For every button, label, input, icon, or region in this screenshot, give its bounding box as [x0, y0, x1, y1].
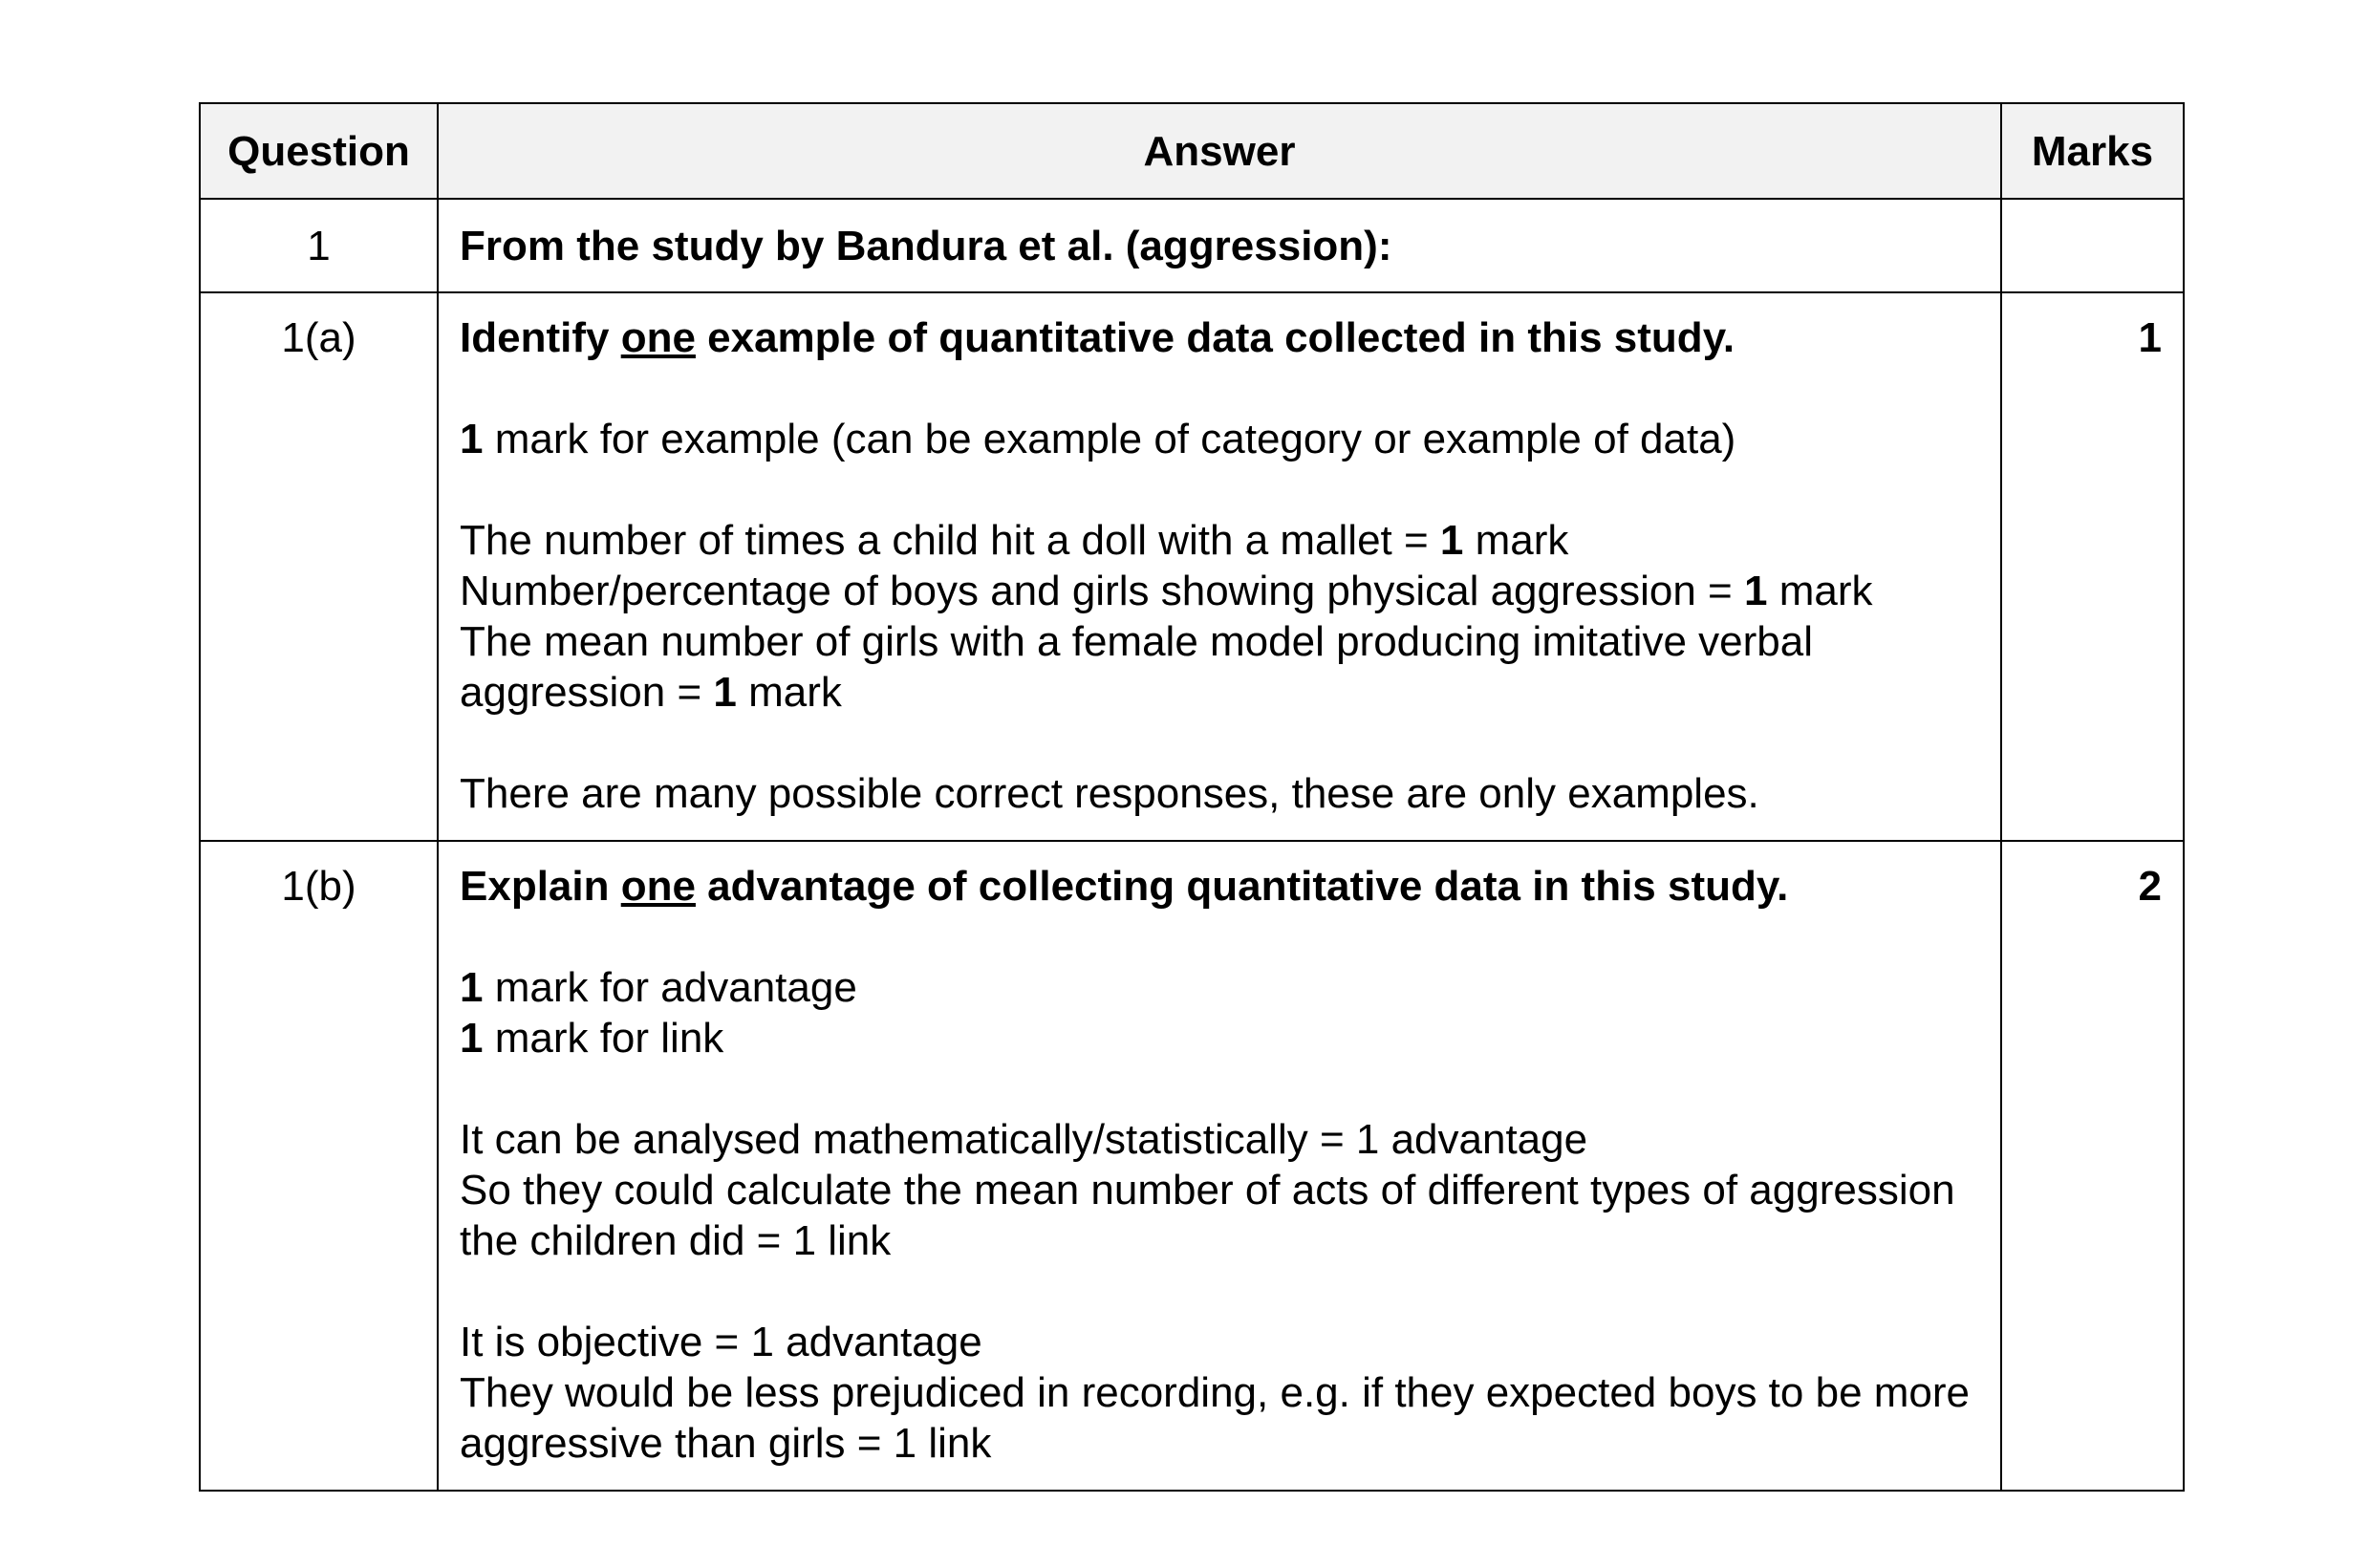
mark-count: 1	[1439, 517, 1464, 564]
rule-text: mark for advantage	[483, 964, 857, 1011]
mark-count: 1	[713, 669, 737, 716]
question-marks	[2001, 199, 2184, 292]
question-number: 1	[200, 199, 438, 292]
marking-rule	[460, 414, 1979, 464]
question-prompt	[460, 312, 1979, 363]
rule-text: mark for example (can be example of category or example of data)	[483, 416, 1736, 462]
example-text: mark	[736, 669, 842, 716]
prompt-text: advantage of collecting quantitative data in this study.	[695, 863, 1789, 910]
mark-count: 1	[1743, 568, 1768, 614]
mark-scheme-table	[199, 102, 2185, 1492]
prompt-text: Explain	[460, 863, 621, 910]
marking-rule	[460, 1013, 1979, 1063]
marks-column-header: Marks	[2001, 103, 2184, 199]
question-marks: 1	[2001, 292, 2184, 841]
marking-rule	[460, 962, 1979, 1013]
question-marks: 2	[2001, 841, 2184, 1491]
example-answer	[460, 566, 1979, 616]
question-number: 1(a)	[200, 292, 438, 841]
prompt-text: Identify	[460, 314, 621, 361]
question-number: 1(b)	[200, 841, 438, 1491]
question-1-intro-row	[200, 199, 2184, 292]
answer-cell	[438, 841, 2001, 1491]
example-text: The number of times a child hit a doll with a mallet =	[460, 517, 1440, 564]
example-text: The mean number of girls with a female model producing imitative verbal aggression =	[460, 618, 1813, 716]
example-answer	[460, 616, 1979, 718]
prompt-emphasis: one	[620, 863, 696, 910]
prompt-emphasis: one	[620, 314, 696, 361]
example-link: So they could calculate the mean number of acts of different types of aggression the children did = 1 link	[460, 1167, 1955, 1264]
example-text: Number/percentage of boys and girls showing physical aggression =	[460, 568, 1744, 614]
question-intro-text: From the study by Bandura et al. (aggression):	[438, 199, 2001, 292]
rule-text: mark for link	[483, 1015, 724, 1062]
mark-count: 1	[460, 1015, 484, 1062]
example-link: They would be less prejudiced in recording, e.g. if they expected boys to be more aggressive than girls = 1 link	[460, 1369, 1971, 1467]
example-advantage: It is objective = 1 advantage	[460, 1319, 982, 1365]
prompt-text: example of quantitative data collected in this study.	[695, 314, 1735, 361]
question-1b-row	[200, 841, 2184, 1491]
mark-count: 1	[460, 416, 484, 462]
header-row	[200, 103, 2184, 199]
example-advantage: It can be analysed mathematically/statistically = 1 advantage	[460, 1116, 1588, 1163]
example-text: mark	[1767, 568, 1873, 614]
answer-column-header: Answer	[438, 103, 2001, 199]
question-column-header: Question	[200, 103, 438, 199]
example-text: mark	[1463, 517, 1569, 564]
example-answer	[460, 515, 1979, 566]
guidance-note: There are many possible correct responses, these are only examples.	[460, 770, 1759, 817]
answer-cell	[438, 292, 2001, 841]
question-1a-row	[200, 292, 2184, 841]
mark-count: 1	[460, 964, 484, 1011]
question-prompt	[460, 861, 1979, 912]
